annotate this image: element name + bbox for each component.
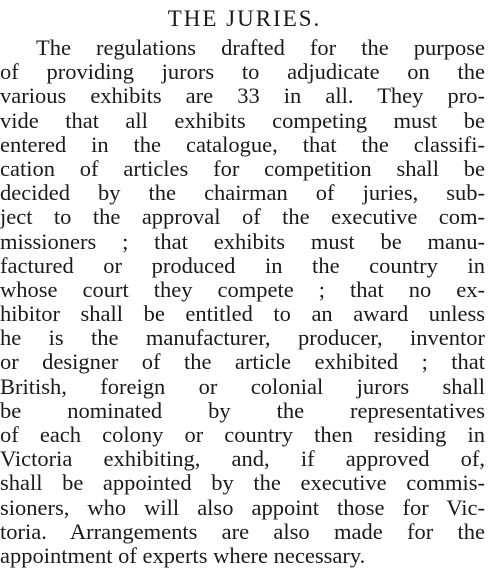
article-line: vide that all exhibits competing must be xyxy=(0,107,485,133)
article-body xyxy=(0,36,489,568)
article-line: toria. Arrangements are also made for the xyxy=(0,518,485,544)
article-line: appointment of experts where necessary. xyxy=(0,542,366,568)
article-line: Victoria exhibiting, and, if approved of, xyxy=(0,446,485,472)
article-line: cation of articles for competition shall be xyxy=(0,155,485,181)
article-line: he is the manufacturer, producer, inventor xyxy=(0,325,485,351)
article-line: The regulations drafted for the purpose xyxy=(36,35,485,60)
article-title: THE JURIES. xyxy=(167,6,322,31)
article-line: missioners ; that exhibits must be manu- xyxy=(0,228,485,254)
article-line: shall be appointed by the executive commis- xyxy=(0,470,485,496)
article-line: or designer of the article exhibited ; that xyxy=(0,349,485,375)
article-line: ject to the approval of the executive com- xyxy=(0,204,485,230)
article-line: whose court they compete ; that no ex- xyxy=(0,276,485,302)
article-line: of each colony or country then residing in xyxy=(0,422,485,447)
article-line: be nominated by the representatives xyxy=(0,397,485,423)
article-line: of providing jurors to adjudicate on the xyxy=(0,59,485,85)
article-line: various exhibits are 33 in all. They pro- xyxy=(0,83,485,109)
article-line: hibitor shall be entitled to an award unless xyxy=(0,301,485,327)
article-line: factured or produced in the country in xyxy=(0,252,485,278)
article-line: decided by the chairman of juries, sub- xyxy=(0,180,485,206)
article-line: sioners, who will also appoint those for Vic- xyxy=(0,494,485,520)
article-line: British, foreign or colonial jurors shall xyxy=(0,373,485,399)
article-line: entered in the catalogue, that the classifi- xyxy=(0,131,485,157)
